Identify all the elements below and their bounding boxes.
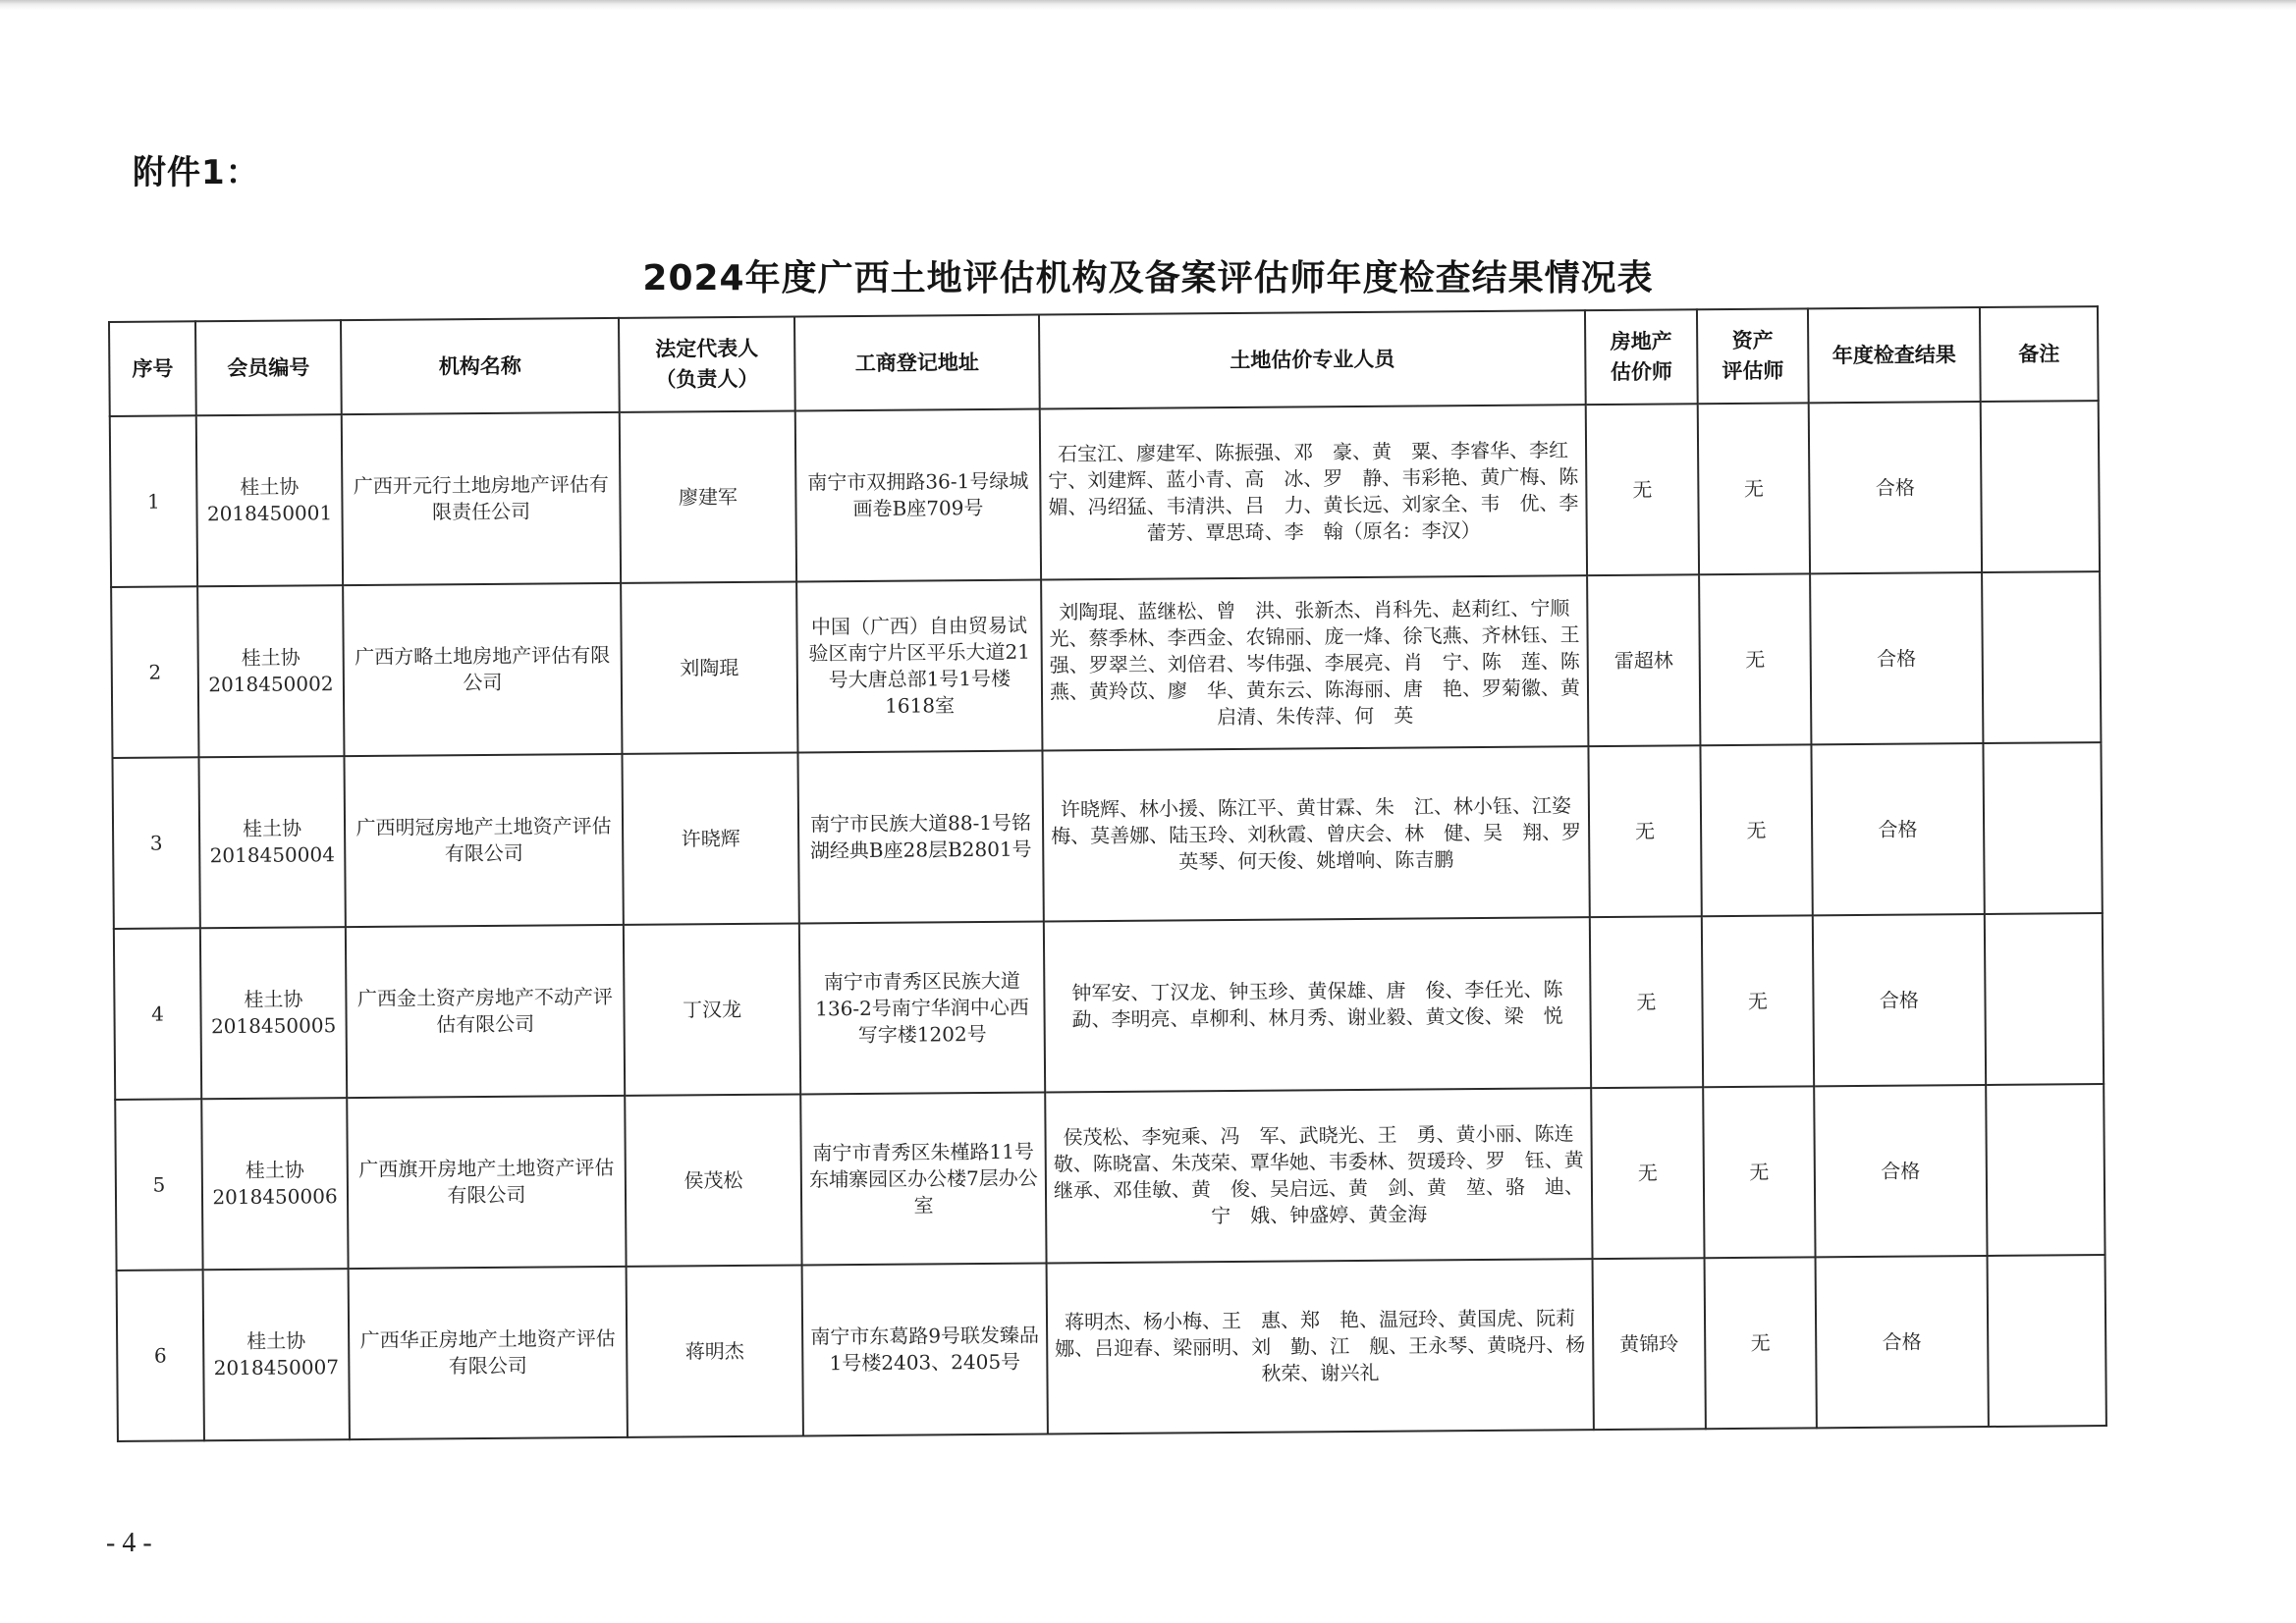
cell-legal-rep: 许晓辉 [622,752,798,924]
member-no-line1: 桂土协 [240,474,300,499]
cell-result: 合格 [1810,572,1983,744]
cell-staff: 蒋明杰、杨小梅、王 惠、郑 艳、温冠玲、黄国虎、阮莉娜、吕迎春、梁丽明、刘 勤、江 舰、王永琴、黄晓丹、杨秋荣、谢兴礼 [1047,1259,1594,1434]
cell-real-estate: 雷超林 [1587,574,1700,746]
cell-member-no [196,414,343,586]
cell-real-estate: 黄锦玲 [1593,1258,1706,1430]
table-row [110,401,2100,587]
header-member-no: 会员编号 [195,320,342,415]
header-seq: 序号 [109,321,196,416]
cell-result: 合格 [1814,1085,1987,1257]
inspection-results-table [108,305,2107,1442]
member-no-line1: 桂土协 [245,1158,304,1182]
table-row [111,571,2101,758]
cell-org-name: 广西方略土地房地产评估有限公司 [343,583,622,756]
table-row [115,1084,2105,1271]
page-number: - 4 - [106,1528,152,1558]
member-no-line2: 2018450006 [212,1184,338,1210]
cell-result: 合格 [1813,914,1986,1086]
cell-address: 中国（广西）自由贸易试验区南宁片区平乐大道21号大唐总部1号1号楼1618室 [796,580,1042,753]
member-no-line1: 桂土协 [244,987,303,1011]
cell-seq: 2 [111,586,198,758]
cell-remarks [1981,401,2100,572]
cell-seq: 6 [117,1270,204,1441]
cell-legal-rep: 侯茂松 [625,1094,801,1266]
cell-address: 南宁市青秀区民族大道136-2号南宁华润中心西写字楼1202号 [799,922,1045,1095]
cell-org-name: 广西金土资产房地产不动产评估有限公司 [346,925,625,1098]
header-real-estate-appraiser [1585,309,1698,405]
cell-member-no [197,585,344,757]
table-header-row [109,306,2099,416]
cell-member-no [200,927,347,1099]
cell-asset: 无 [1700,744,1812,916]
attachment-label: 附件1： [133,153,260,192]
cell-asset: 无 [1698,403,1810,574]
cell-asset: 无 [1703,1086,1815,1258]
member-no-line2: 2018450002 [208,672,334,697]
header-asset-line1: 资产 [1731,328,1774,353]
cell-org-name: 广西开元行土地房地产评估有限责任公司 [342,412,621,585]
header-result: 年度检查结果 [1808,307,1981,403]
header-legal-rep [619,317,795,412]
cell-org-name: 广西旗开房地产土地资产评估有限公司 [347,1096,626,1269]
header-address: 工商登记地址 [794,315,1040,411]
cell-seq: 3 [112,757,199,929]
cell-real-estate: 无 [1588,745,1701,917]
member-no-line2: 2018450007 [213,1355,340,1380]
scan-edge-shadow [0,0,2296,10]
cell-asset: 无 [1699,573,1811,745]
cell-staff: 石宝江、廖建军、陈振强、邓 豪、黄 粟、李睿华、李红宁、刘建辉、蓝小青、高 冰、罗 静、韦彩艳、黄广梅、陈 媚、冯绍猛、韦清洪、吕 力、黄长远、刘家全、韦 优、李蕾芳、覃思琦、李 翰（原名：李汉） [1040,405,1587,579]
cell-remarks [1983,742,2102,914]
member-no-line1: 桂土协 [241,645,301,670]
header-asset-line2: 评估师 [1722,358,1784,384]
cell-address: 南宁市双拥路36-1号绿城画卷B座709号 [795,409,1041,582]
cell-member-no [201,1098,348,1270]
cell-org-name: 广西华正房地产土地资产评估有限公司 [349,1267,628,1439]
cell-staff: 刘陶琨、蓝继松、曾 洪、张新杰、肖科先、赵莉红、宁顺光、蔡季林、李西金、农锦丽、庞一烽、徐飞燕、齐林钰、王 强、罗翠兰、刘倍君、岑伟强、李展亮、肖 宁、陈 莲、陈 燕、黄羚苡、廖 华、黄东云、陈海丽、唐 艳、罗菊徽、黄启清、朱传萍、何 英 [1041,575,1588,750]
cell-staff: 侯茂松、李宛乘、冯 军、武晓光、王 勇、黄小丽、陈连敬、陈晓富、朱茂荣、覃华她、韦委林、贺瑗玲、罗 钰、黄继承、邓佳敏、黄 俊、吴启远、黄 剑、黄 堃、骆 迪、宁 娥、钟盛婷、黄金海 [1045,1088,1592,1263]
header-staff: 土地估价专业人员 [1039,310,1586,408]
cell-org-name: 广西明冠房地产土地资产评估有限公司 [344,754,623,927]
cell-seq: 4 [114,928,201,1100]
cell-seq: 5 [115,1099,202,1271]
header-asset-appraiser [1697,308,1809,404]
cell-remarks [1986,1084,2105,1256]
header-legal-rep-line1: 法定代表人 [655,336,759,361]
cell-address: 南宁市东葛路9号联发臻品1号楼2403、2405号 [802,1264,1048,1436]
cell-result: 合格 [1809,402,1982,573]
cell-asset: 无 [1702,915,1814,1087]
cell-member-no [198,756,345,928]
cell-real-estate: 无 [1591,1087,1704,1259]
cell-seq: 1 [110,415,197,587]
header-real-estate-line2: 估价师 [1610,359,1673,384]
table-row [114,913,2104,1100]
cell-asset: 无 [1705,1257,1817,1429]
member-no-line2: 2018450004 [209,842,335,868]
header-org-name: 机构名称 [341,318,620,414]
cell-remarks [1985,913,2104,1085]
member-no-line1: 桂土协 [246,1328,306,1353]
cell-staff: 钟军安、丁汉龙、钟玉珍、黄保雄、唐 俊、李任光、陈 勐、李明亮、卓柳利、林月秀、谢业毅、黄文俊、梁 悦 [1044,917,1591,1092]
member-no-line2: 2018450001 [206,501,333,526]
cell-address: 南宁市青秀区朱槿路11号东埔寨园区办公楼7层办公室 [800,1093,1046,1266]
cell-real-estate: 无 [1586,404,1699,575]
cell-legal-rep: 刘陶琨 [621,582,797,754]
member-no-line2: 2018450005 [210,1013,337,1039]
table-row [112,742,2102,929]
cell-result: 合格 [1816,1256,1989,1428]
document-title: 2024年度广西土地评估机构及备案评估师年度检查结果情况表 [642,258,1654,298]
header-real-estate-line1: 房地产 [1610,329,1672,353]
member-no-line1: 桂土协 [242,816,302,840]
cell-remarks [1988,1255,2106,1427]
cell-result: 合格 [1811,743,1984,915]
cell-address: 南宁市民族大道88-1号铭湖经典B座28层B2801号 [797,751,1043,924]
cell-legal-rep: 廖建军 [620,411,796,583]
cell-legal-rep: 丁汉龙 [624,923,800,1095]
cell-remarks [1982,571,2101,743]
cell-member-no [203,1269,350,1440]
table-row [117,1255,2106,1441]
cell-staff: 许晓辉、林小援、陈江平、黄甘霖、朱 江、林小钰、江姿梅、莫善娜、陆玉玲、刘秋霞、曾庆会、林 健、吴 翔、罗英琴、何天俊、姚增响、陈吉鹏 [1042,746,1589,921]
cell-real-estate: 无 [1590,916,1703,1088]
header-legal-rep-line2: （负责人） [655,366,759,392]
header-remarks: 备注 [1980,306,2099,402]
cell-legal-rep: 蒋明杰 [627,1265,803,1436]
